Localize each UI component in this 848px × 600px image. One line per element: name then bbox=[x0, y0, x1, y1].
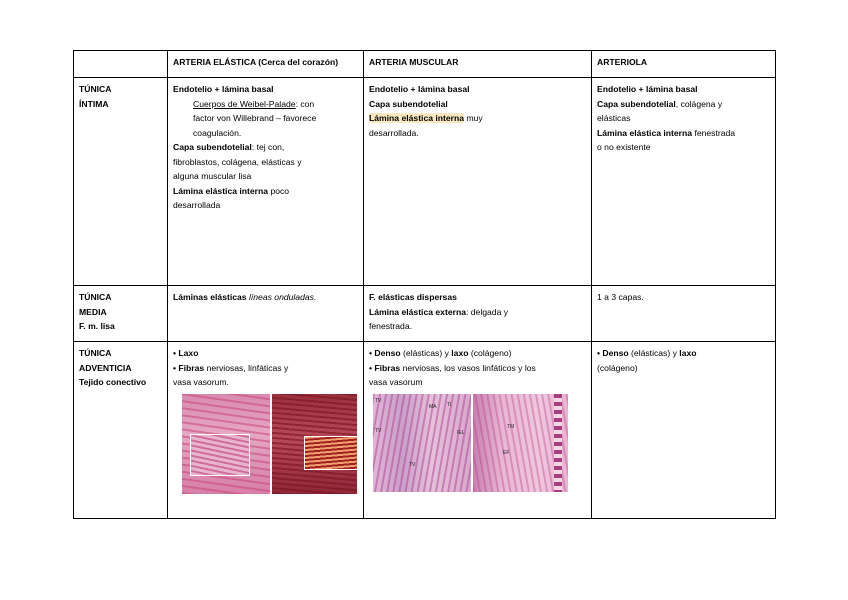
micro-label-tm: TM bbox=[507, 423, 515, 430]
cell-adventicia-elastic: • Laxo • Fibras nerviosas, linfáticas y vasa vasorum. bbox=[168, 342, 364, 519]
cell-adventicia-muscular: • Denso (elásticas) y laxo (colágeno) • Fibras nerviosas, los vasos linfáticos y los vasa vasorum TV TI MA IEL TV TV TM EF bbox=[364, 342, 592, 519]
header-row bbox=[74, 51, 776, 78]
cell-media-arteriole: 1 a 3 capas. bbox=[592, 286, 776, 342]
micrograph-muscular-artery bbox=[369, 394, 586, 494]
header-muscular-artery: ARTERIA MUSCULAR bbox=[364, 51, 592, 78]
micrograph-muscular-right bbox=[473, 394, 568, 492]
micro-label-ef: EF bbox=[503, 449, 510, 456]
cell-intima-muscular: Endotelio + lámina basal Capa subendotelial Lámina elástica interna muy desarrollada. bbox=[364, 78, 592, 286]
micro-label-ti: TI bbox=[447, 401, 452, 408]
label-media: TÚNICA MEDIA F. m. lisa bbox=[74, 286, 168, 342]
micrograph-inset bbox=[190, 434, 250, 476]
micrograph-muscular-left bbox=[373, 394, 471, 492]
header-arteriole: ARTERIOLA bbox=[592, 51, 776, 78]
label-adventicia: TÚNICA ADVENTICIA Tejido conectivo bbox=[74, 342, 168, 519]
label-intima: TÚNICA ÍNTIMA bbox=[74, 78, 168, 286]
row-intima bbox=[74, 78, 776, 286]
micro-label-iel: IEL bbox=[457, 429, 465, 436]
highlighted-text: Lámina elástica interna bbox=[369, 113, 465, 123]
header-empty-cell bbox=[74, 51, 168, 78]
micro-label-tv2: TV bbox=[409, 461, 416, 468]
micro-label-tv: TV bbox=[375, 397, 382, 404]
micrograph-elastic-artery bbox=[173, 394, 358, 494]
row-adventicia bbox=[74, 342, 776, 519]
cell-media-elastic: Láminas elásticas líneas onduladas. bbox=[168, 286, 364, 342]
micrograph-inset bbox=[304, 436, 358, 470]
micrograph-elastic-lamina bbox=[554, 394, 562, 492]
cell-adventicia-arteriole: • Denso (elásticas) y laxo (colágeno) bbox=[592, 342, 776, 519]
micrograph-elastic-right bbox=[272, 394, 357, 494]
micrograph-elastic-left bbox=[182, 394, 270, 494]
micro-label-ma: MA bbox=[429, 403, 437, 410]
header-elastic-artery: ARTERIA ELÁSTICA (Cerca del corazón) bbox=[168, 51, 364, 78]
histology-table bbox=[73, 50, 776, 519]
micro-label-tv3: TV bbox=[375, 427, 382, 434]
cell-intima-elastic: Endotelio + lámina basal Cuerpos de Weibel-Palade: con factor von Willebrand – favorece coagulación. Capa subendotelial: tej con, fibroblastos, colágena, elásticas y alguna muscular lisa Lámina elástica interna poco desarrollada bbox=[168, 78, 364, 286]
cell-intima-arteriole: Endotelio + lámina basal Capa subendotelial, colágena y elásticas Lámina elástica interna fenestrada o no existente bbox=[592, 78, 776, 286]
cell-media-muscular: F. elásticas dispersas Lámina elástica externa: delgada y fenestrada. bbox=[364, 286, 592, 342]
row-media bbox=[74, 286, 776, 342]
